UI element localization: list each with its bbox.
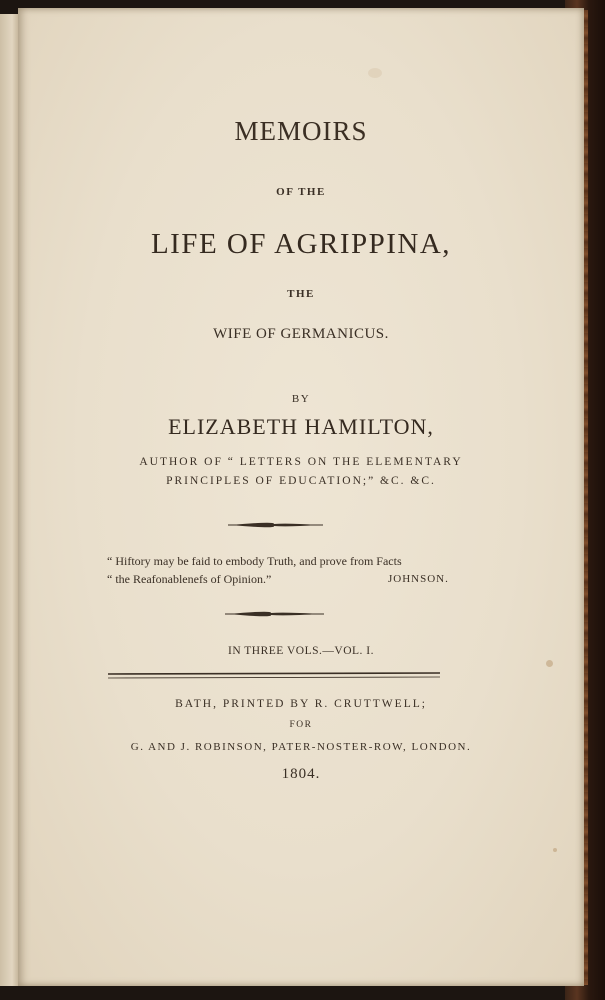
by-line: BY (291, 393, 311, 405)
author-credit-line-2: PRINCIPLES OF EDUCATION;” &C. &C. (166, 475, 436, 487)
publication-year: 1804. (281, 766, 321, 782)
author-credit-line-1: AUTHOR OF “ LETTERS ON THE ELEMENTARY (139, 456, 463, 468)
epigraph-line-1: “ Hiftory may be faid to embody Truth, and prove from Facts (107, 554, 402, 568)
title-page (18, 8, 584, 986)
swelled-rule-ornament (18, 609, 584, 619)
epigraph-attribution: JOHNSON. (388, 573, 449, 585)
publishers-line: G. AND J. ROBINSON, PATER-NOSTER-ROW, LONDON. (130, 741, 472, 753)
for-line: FOR (289, 720, 313, 730)
volume-statement: IN THREE VOLS.—VOL. I. (227, 645, 374, 657)
epigraph-line-2: “ the Reafonablenefs of Opinion.” (107, 572, 272, 586)
swelled-rule-ornament (18, 520, 584, 530)
title-connector-of-the: OF THE (276, 186, 326, 198)
author-name: ELIZABETH HAMILTON, (168, 414, 434, 439)
title-tail: WIFE OF GERMANICUS. (213, 326, 389, 342)
title-subject: LIFE OF AGRIPPINA, (150, 228, 452, 260)
title-connector-the: THE (287, 288, 315, 300)
printer-line: BATH, PRINTED BY R. CRUTTWELL; (175, 698, 427, 710)
title-main: MEMOIRS (234, 116, 368, 146)
double-rule (108, 672, 440, 681)
